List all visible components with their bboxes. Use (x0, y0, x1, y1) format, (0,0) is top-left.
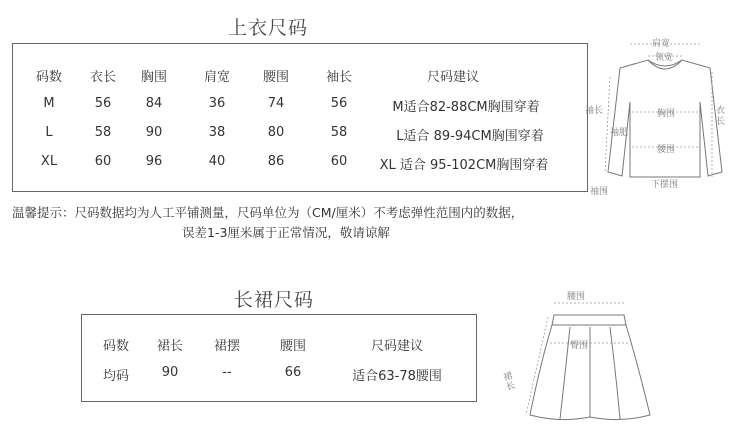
table-cell: 60 (94, 154, 112, 169)
table-header: 肩宽 (203, 70, 231, 85)
table-header: 裙长 (156, 339, 184, 354)
table-cell: -- (222, 365, 232, 380)
table-header: 尺码建议 (426, 70, 480, 85)
skirt-diagram (520, 285, 670, 435)
shirt-label-neck: 领宽 (655, 53, 674, 63)
bottom-section-title: 长裙尺码 (234, 289, 315, 311)
table-cell: 60 (330, 154, 348, 169)
table-header: 胸围 (140, 70, 168, 85)
table-header: 码数 (35, 70, 63, 85)
shirt-label-chest: 胸围 (657, 109, 676, 119)
table-cell: 58 (94, 125, 112, 140)
table-cell: 86 (267, 154, 285, 169)
shirt-label-sleeve: 袖长 (585, 106, 604, 116)
shirt-label-shoulder: 肩宽 (652, 39, 671, 49)
size-note-line1: 温馨提示：尺码数据均为人工平铺测量，尺码单位为（CM/厘米）不考虑弹性范围内的数据， (12, 205, 524, 220)
table-cell: 36 (208, 96, 226, 111)
table-header: 裙摆 (213, 339, 241, 354)
table-cell: L适合 89-94CM胸围穿着 (396, 129, 544, 144)
skirt-label-length: 裙长 (502, 371, 517, 393)
table-cell: 84 (145, 96, 163, 111)
shirt-label-hem: 下摆围 (651, 180, 679, 190)
table-header: 码数 (102, 339, 130, 354)
shirt-label-armhole: 袖肥 (610, 128, 629, 138)
table-cell: 74 (267, 96, 285, 111)
table-cell: 58 (330, 125, 348, 140)
table-cell: 56 (94, 96, 112, 111)
table-header: 腰围 (262, 70, 290, 85)
table-header: 腰围 (279, 339, 307, 354)
table-cell: 40 (208, 154, 226, 169)
size-note-line2: 误差1-3厘米属于正常情况，敬请谅解 (182, 225, 390, 240)
table-cell: XL (40, 154, 58, 169)
shirt-label-cuff: 袖围 (590, 187, 609, 197)
table-cell: M (43, 96, 55, 111)
table-cell: M适合82-88CM胸围穿着 (392, 100, 540, 115)
table-header: 尺码建议 (370, 339, 424, 354)
table-header: 袖长 (325, 70, 353, 85)
table-cell: XL 适合 95-102CM胸围穿着 (379, 158, 549, 173)
skirt-label-hip: 臀围 (570, 341, 589, 351)
table-cell: L (45, 125, 53, 140)
table-cell: 80 (267, 125, 285, 140)
table-cell: 38 (208, 125, 226, 140)
table-cell: 66 (284, 365, 302, 380)
skirt-size-table (81, 314, 477, 402)
top-section-title: 上衣尺码 (228, 17, 309, 39)
table-header: 衣长 (89, 70, 117, 85)
table-cell: 56 (330, 96, 348, 111)
table-cell: 90 (145, 125, 163, 140)
top-size-table (12, 43, 588, 192)
shirt-label-waist: 腰围 (657, 145, 676, 155)
table-cell: 适合63-78腰围 (352, 369, 442, 384)
skirt-label-waist: 腰围 (567, 292, 586, 302)
table-cell: 90 (161, 365, 179, 380)
shirt-label-length: 衣长 (716, 106, 726, 127)
table-cell: 均码 (102, 369, 130, 384)
table-cell: 96 (145, 154, 163, 169)
